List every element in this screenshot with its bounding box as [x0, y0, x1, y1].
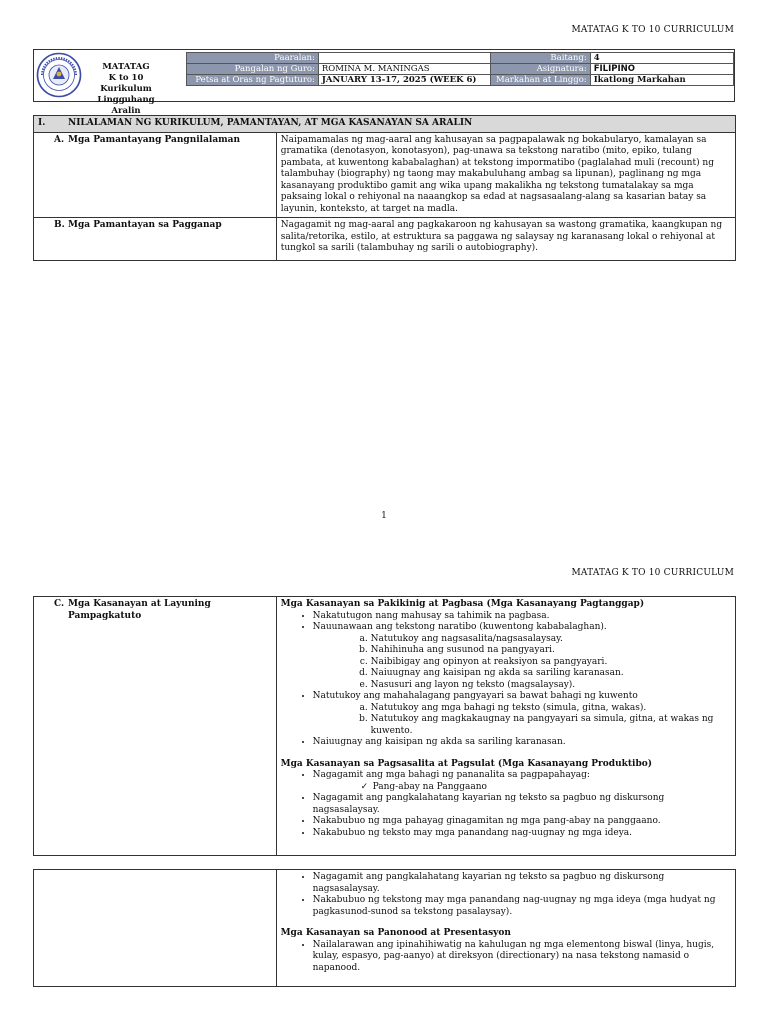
- curriculum-header-2: MATATAG K TO 10 CURRICULUM: [571, 568, 734, 578]
- row-c-label-1: Mga Kasanayan at Layuning: [68, 599, 211, 609]
- pamantayang-pangnilalaman-text: Naipamamalas ng mag-aaral ang kahusayan sa pagpapalawak ng bokabularyo, kamalayan sa gramatika (denotasyon, konotasyon), pag-unawa sa tekstong naratibo (mito, epiko, tulang pambata, at kuwentong kababalaghan) at tekstong impormatibo (paglalahad muli (recount) ng talambuhay (biography) ng taong may makabuluhang ambag sa lipunan), paglinang ng mga kasanayang produktibo gamit ang wika upang makalikha ng tekstong tumatalakay sa mga paksaing lokal o rehiyonal na naaangkop sa edad at nagsasaalang-alang sa kasarian batay sa layunin, konteksto, at target na madla.: [276, 132, 735, 218]
- list-item: • Nakabubuo ng mga pahayag ginagamitan ng mga pang-abay na panggaano.: [313, 816, 731, 828]
- row-b-letter: B.: [54, 220, 65, 230]
- check-list-item: ✓ Pang-abay na Panggaano: [373, 782, 731, 794]
- list-item-text: Nauunawaan ang tekstong naratibo (kuwentong kababalaghan).: [312, 622, 607, 632]
- sub-list-item: d. Naiuugnay ang kaisipan ng akda sa sariling karanasan.: [371, 668, 731, 680]
- sub-list: [313, 634, 731, 692]
- baitang-label: Baitang:: [490, 53, 590, 64]
- list-item: [313, 691, 731, 737]
- pamantayan-sa-pagganap-text: Nagagamit ng mag-aaral ang pagkakaroon ng kahusayan sa wastong gramatika, kaangkupan ng salita/retorika, estilo, at estruktura sa paggawa ng salaysay ng karanasang lokal o rehiyonal at tungkol sa sarili (talambuhay ng sarili o autobiography).: [276, 218, 735, 261]
- pamantayan-sa-pagganap-label: [34, 218, 277, 261]
- deped-seal-icon: [36, 52, 82, 98]
- curriculum-header: MATATAG K TO 10 CURRICULUM: [571, 25, 734, 35]
- section-1-title: NILALAMAN NG KURIKULUM, PAMANTAYAN, AT MGA KASANAYAN SA ARALIN: [68, 118, 473, 128]
- section-1-table: [33, 115, 736, 261]
- section-c-table: [33, 596, 736, 856]
- baitang-value: 4: [590, 53, 733, 64]
- panonood-heading: Mga Kasanayan sa Panonood at Presentasyon: [280, 928, 511, 938]
- sub-list-item: e. Nasusuri ang layon ng teksto (magsalaysay).: [371, 680, 731, 692]
- pamantayang-pangnilalaman-label: [34, 132, 277, 218]
- sub-list-item: a. Natutukoy ang nagsasalita/nagsasalaysay.: [371, 634, 731, 646]
- list-item: • Nakatutugon nang mahusay sa tahimik na pagbasa.: [313, 611, 731, 623]
- continued-empty-cell: [34, 870, 277, 987]
- sub-list: [313, 703, 731, 738]
- info-grid: [186, 52, 734, 86]
- list-item: • Nailalarawan ang ipinahihiwatig na kahulugan ng mga elementong biswal (linya, hugis, kulay, espasyo, pag-aanyo) at direksyon (directionary) na nasa tekstong namasid o napanood.: [313, 940, 731, 975]
- markahan-label: Markahan at Linggo:: [490, 75, 590, 86]
- school-title-line3: Lingguhang Aralin: [97, 95, 155, 116]
- petsa-label: Petsa at Oras ng Pagtuturo:: [187, 75, 319, 86]
- row-c-letter: C.: [54, 599, 65, 609]
- markahan-value: Ikatlong Markahan: [590, 75, 733, 86]
- sub-list-item: a. Natutukoy ang mga bahagi ng teksto (simula, gitna, wakas).: [371, 703, 731, 715]
- section-c-continued-table: [33, 869, 736, 987]
- continued-content: [276, 870, 735, 987]
- section-1-number: I.: [38, 118, 46, 128]
- sub-list-item: b. Natutukoy ang magkakaugnay na pangyayari sa simula, gitna, at wakas ng kuwento.: [371, 714, 731, 737]
- petsa-value: JANUARY 13-17, 2025 (WEEK 6): [318, 75, 490, 86]
- check-list: [313, 782, 731, 794]
- asignatura-value: FILIPINO: [590, 64, 733, 75]
- sub-list-item: c. Naibibigay ang opinyon at reaksiyon sa pangyayari.: [371, 657, 731, 669]
- guro-label: Pangalan ng Guro:: [187, 64, 319, 75]
- paaralan-value: [318, 53, 490, 64]
- panonood-list: [281, 940, 731, 975]
- row-a-label: Mga Pamantayang Pangnilalaman: [68, 134, 241, 145]
- pakikinig-heading: Mga Kasanayan sa Pakikinig at Pagbasa (Mga Kasanayang Pagtanggap): [280, 599, 645, 609]
- asignatura-label: Asignatura:: [490, 64, 590, 75]
- row-b-label: Mga Pamantayan sa Pagganap: [68, 220, 222, 230]
- page-number: 1: [381, 511, 387, 521]
- guro-value: ROMINA M. MANINGAS: [318, 64, 490, 75]
- pagsasalita-list: [281, 770, 731, 839]
- kasanayan-content: [276, 597, 735, 856]
- list-item-text: Nagagamit ang mga bahagi ng pananalita sa pagpapahayag:: [312, 770, 590, 780]
- sub-list-item: b. Nahihinuha ang susunod na pangyayari.: [371, 645, 731, 657]
- list-item-text: Natutukoy ang mahahalagang pangyayari sa bawat bahagi ng kuwento: [312, 691, 638, 701]
- list-item: • Naiuugnay ang kaisipan ng akda sa sariling karanasan.: [313, 737, 731, 749]
- list-item: [313, 622, 731, 691]
- list-item: • Nagagamit ang pangkalahatang kayarian ng teksto sa pagbuo ng diskursong nagsasalaysay.: [313, 872, 731, 895]
- pagsasalita-heading: Mga Kasanayan sa Pagsasalita at Pagsulat (Mga Kasanayang Produktibo): [280, 758, 653, 769]
- list-item: • Nakabubuo ng teksto may mga panandang nag-uugnay ng mga ideya.: [313, 828, 731, 840]
- continued-list: [281, 872, 731, 918]
- list-item: • Nakabubuo ng tekstong may mga panandang nag-uugnay ng mga ideya (mga hudyat ng pagkasunod-sunod sa tekstong pasalaysay).: [313, 895, 731, 918]
- pakikinig-list: [281, 611, 731, 749]
- list-item: [313, 770, 731, 793]
- kasanayan-label: [34, 597, 277, 856]
- row-a-letter: A.: [54, 134, 65, 145]
- row-c-label-2: Pampagkatuto: [68, 610, 142, 621]
- paaralan-label: Paaralan:: [187, 53, 319, 64]
- school-title-line2: K to 10 Kurikulum: [100, 73, 152, 94]
- school-title: [82, 62, 170, 117]
- list-item: • Nagagamit ang pangkalahatang kayarian ng teksto sa pagbuo ng diskursong nagsasalaysay.: [313, 793, 731, 816]
- school-title-line1: MATATAG: [102, 62, 150, 72]
- section-1-heading: [34, 116, 736, 133]
